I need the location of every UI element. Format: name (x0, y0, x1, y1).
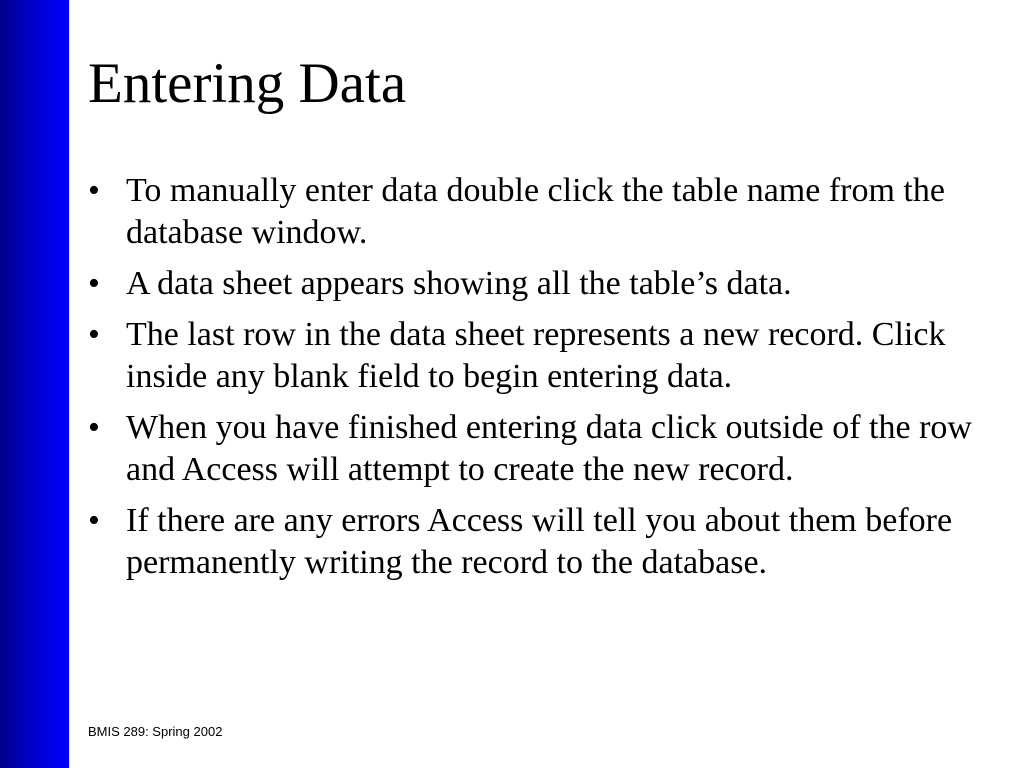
slide-title: Entering Data (88, 52, 407, 115)
bullet-marker: • (88, 265, 100, 302)
bullet-marker: • (88, 316, 100, 353)
bullet-item (88, 407, 988, 491)
bullet-item (88, 263, 988, 305)
bullet-marker: • (88, 409, 100, 446)
bullet-item (88, 170, 988, 254)
bullet-text: The last row in the data sheet represents a new record. Click inside any blank field to begin entering data. (126, 316, 946, 395)
bullet-item (88, 314, 988, 398)
bullet-list (88, 170, 988, 593)
bullet-marker: • (88, 172, 100, 209)
slide-footer: BMIS 289: Spring 2002 (88, 724, 223, 739)
bullet-text: To manually enter data double click the table name from the database window. (126, 172, 945, 251)
bullet-text: If there are any errors Access will tell you about them before permanently writing the record to the database. (126, 502, 953, 581)
bullet-item (88, 500, 988, 584)
bullet-text: When you have finished entering data click outside of the row and Access will attempt to create the new record. (126, 409, 972, 488)
side-bar-decoration (0, 0, 69, 768)
bullet-text: A data sheet appears showing all the table’s data. (126, 265, 792, 302)
bullet-marker: • (88, 502, 100, 539)
